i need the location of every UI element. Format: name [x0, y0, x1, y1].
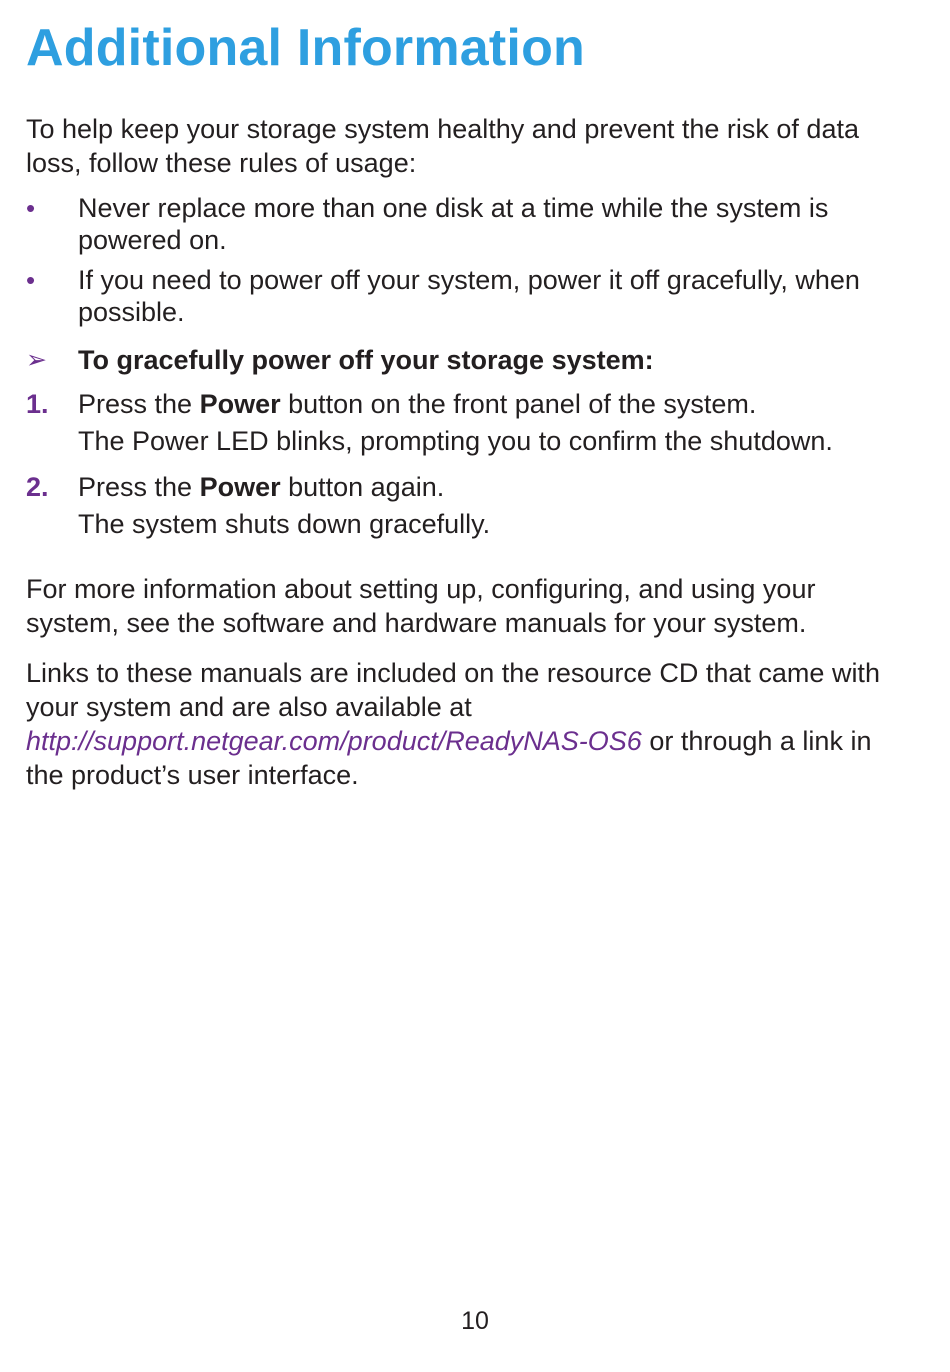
page-title: Additional Information: [26, 19, 586, 77]
step-instruction: Press the Power button again.: [78, 472, 445, 502]
step-result: The Power LED blinks, prompting you to confirm the shutdown.: [78, 426, 833, 456]
page-number: 10: [461, 1307, 489, 1335]
more-info-paragraph: For more information about setting up, configuring, and using your system, see the software and hardware manuals for your system.: [26, 574, 816, 638]
step-number: 1.: [26, 389, 49, 419]
arrow-right-icon: ➢: [26, 346, 47, 374]
step-number: 2.: [26, 472, 49, 502]
procedure-heading-text: To gracefully power off your storage system:: [78, 345, 654, 375]
power-term: Power: [199, 389, 281, 419]
usage-rules-list: [26, 192, 906, 328]
intro-paragraph: To help keep your storage system healthy and prevent the risk of data loss, follow these rules of usage:: [26, 114, 859, 178]
step-item: [26, 469, 906, 542]
power-term: Power: [199, 472, 281, 502]
step-result: The system shuts down gracefully.: [78, 509, 491, 539]
document-page: [26, 0, 906, 792]
support-link[interactable]: http://support.netgear.com/product/ReadyNAS-OS6: [26, 726, 642, 756]
step-item: [26, 386, 906, 459]
links-paragraph: Links to these manuals are included on the resource CD that came with your system and are also available at http://support.netgear.com/product/ReadyNAS-OS6 or through a link in the product’s user interface.: [26, 658, 880, 790]
bullet-icon: •: [26, 193, 36, 223]
step-instruction: Press the Power button on the front panel of the system.: [78, 389, 757, 419]
list-item: [26, 192, 906, 256]
bullet-text: Never replace more than one disk at a time while the system is powered on.: [78, 193, 829, 255]
procedure-steps: [26, 386, 906, 542]
procedure-heading: [26, 344, 906, 376]
bullet-icon: •: [26, 265, 36, 295]
list-item: [26, 264, 906, 328]
bullet-text: If you need to power off your system, power it off gracefully, when possible.: [78, 265, 860, 327]
